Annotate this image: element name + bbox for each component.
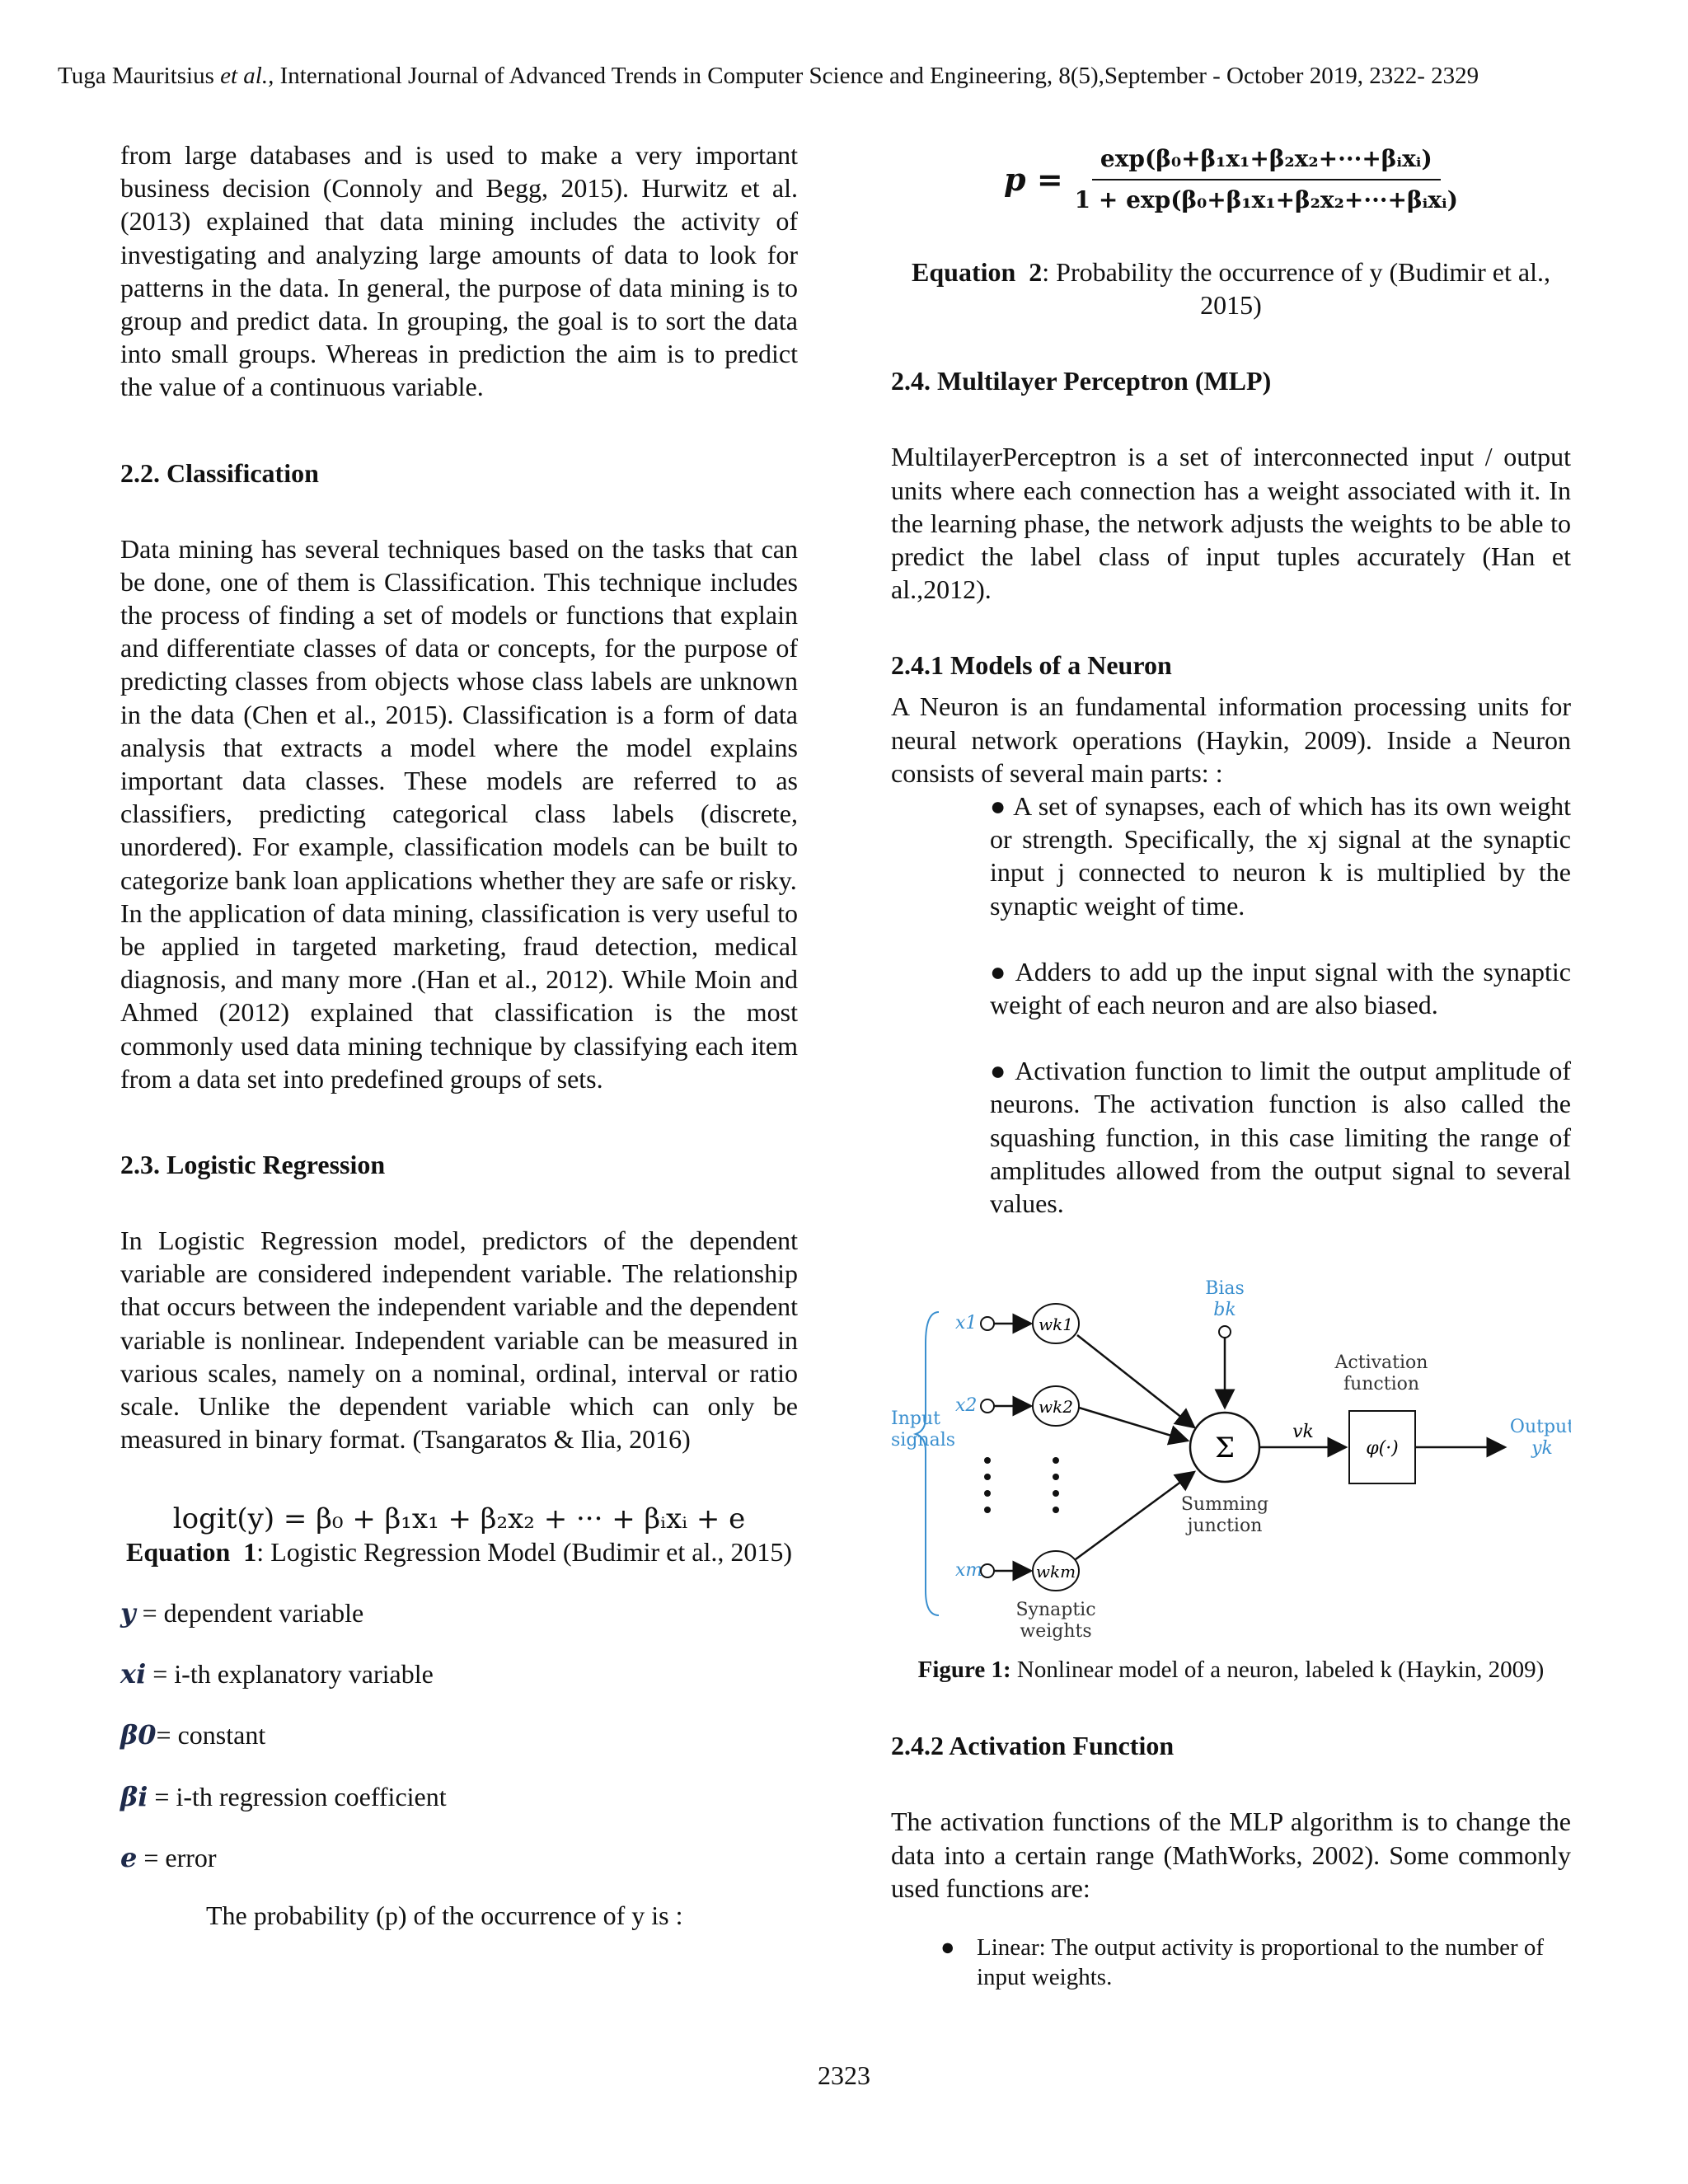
variable-definition: [120, 1841, 798, 1874]
equation-2-lhs: p =: [1004, 160, 1063, 198]
wm-label: wkm: [1035, 1562, 1076, 1582]
synaptic-label: Synaptic: [1015, 1600, 1096, 1621]
section-2-3-title: 2.3. Logistic Regression: [120, 1150, 386, 1180]
neuron-part-bullet: ● Activation function to limit the output amplitude of neurons. The activation function is also called the squashing function, in this case limiting the range of amplitudes allowed from the output signal to several values.: [990, 1056, 1571, 1219]
bias-label: Bias: [1205, 1278, 1245, 1300]
bias-symbol: bk: [1213, 1300, 1236, 1321]
header-authors: Tuga Mauritsius: [58, 63, 214, 89]
equation-2-numerator: exp(β₀+β₁x₁+β₂x₂+···+βᵢxᵢ): [1092, 143, 1441, 180]
x1-label: x1: [955, 1313, 978, 1334]
left-column: [120, 138, 798, 1932]
variable-symbol: xi: [120, 1658, 147, 1690]
variable-description: = i-th explanatory variable: [146, 1659, 434, 1690]
equation-1: logit(y) = β₀ + β₁x₁ + β₂x₂ + ··· + βᵢxᵢ + e: [172, 1502, 746, 1535]
equation-2-denominator: 1 + exp(β₀+β₁x₁+β₂x₂+···+βᵢxᵢ): [1074, 186, 1458, 213]
activation-label: Activation: [1334, 1352, 1428, 1374]
figure-1-label: Figure 1:: [917, 1657, 1011, 1684]
section-2-4-title: 2.4. Multilayer Perceptron (MLP): [891, 366, 1272, 396]
equation-2-caption-text: : Probability the occurrence of y (Budimir et al., 2015): [1042, 257, 1550, 321]
section-2-4-paragraph: MultilayerPerceptron is a set of interconnected input / output units where each connection has a weight associated with it. In the learning phase, the network adjusts the weights to be able to predict the label class of input tuples accurately (Han et al.,2012).: [891, 442, 1571, 605]
weight-1-arrow: [1077, 1335, 1194, 1427]
output-label: Output: [1509, 1417, 1571, 1438]
x2-label: x2: [955, 1395, 978, 1417]
equation-1-number: 1: [243, 1536, 257, 1567]
variable-symbol: e: [120, 1841, 138, 1873]
bullet-text: Linear: The output activity is proportional to the number of input weights.: [977, 1934, 1545, 1991]
page-number: 2323: [818, 2060, 870, 2090]
variable-description: = error: [137, 1842, 217, 1872]
equation-2-caption: [891, 255, 1571, 321]
xm-node: [981, 1564, 994, 1577]
junction-label: junction: [1187, 1516, 1263, 1537]
section-2-2-paragraph-2: In the application of data mining, classification is very useful to be applied in targeted marketing, fraud detection, medical diagnosis, and many more .(Han et al., 2012). While Moin and Ahmed (2012) explained that classification is the most commonly used data mining technique by classifying each item from a data set into predefined groups of sets.: [120, 898, 798, 1094]
intro-paragraph: from large databases and is used to make a very important business decision (Connoly and Begg, 2015). Hurwitz et al. (2013) explained that data mining includes the activity of investigating and analyzing large amounts of data to look for patterns in the data. In general, the purpose of data mining is to group and predict data. In grouping, the goal is to sort the data into small groups. Whereas in prediction the aim is to predict the value of a continuous variable.: [120, 140, 798, 402]
equation-2: [891, 138, 1571, 221]
section-2-2-title: 2.2. Classification: [120, 457, 319, 488]
equation-1-caption-text: : Logistic Regression Model (Budimir et al., 2015): [256, 1536, 792, 1567]
section-2-4-2-paragraph: The activation functions of the MLP algorithm is to change the data into a certain range (MathWorks, 2002). Some commonly used functions are:: [891, 1807, 1571, 1903]
w1-label: wk1: [1039, 1315, 1073, 1335]
input-label: Input: [891, 1408, 940, 1430]
section-2-4-1-paragraph: A Neuron is an fundamental information processing units for neural network operations (Haykin, 2009). Inside a Neuron consists of several main parts: :: [891, 691, 1571, 788]
input-brace: [916, 1312, 939, 1615]
neuron-model-figure: [891, 1269, 1571, 1648]
right-column: [891, 138, 1571, 1992]
variable-definition: [120, 1718, 798, 1751]
section-2-3-paragraph: In Logistic Regression model, predictors of the dependent variable are considered independent variable. The relationship that occurs between the independent variable and the dependent variable is nonlinear. Independent variable can be measured in various scales, namely on a nominal, ordinal, interval or ratio scale. Unlike the dependent variable which can only be measured in binary format. (Tsangaratos & Ilia, 2016): [120, 1226, 798, 1455]
variable-description: = dependent variable: [135, 1597, 364, 1628]
w2-label: wk2: [1039, 1397, 1073, 1418]
figure-1-caption-text: Nonlinear model of a neuron, labeled k (Haykin, 2009): [1010, 1657, 1545, 1684]
equation-2-number: 2: [1029, 257, 1043, 287]
figure-1-caption: [891, 1653, 1571, 1686]
variable-symbol: βi: [120, 1780, 148, 1812]
variable-definition: [120, 1780, 798, 1813]
output-symbol: yk: [1531, 1438, 1553, 1460]
variable-definition: [120, 1657, 798, 1690]
bullet-dot: ●: [940, 1934, 955, 1961]
weight-2-arrow: [1079, 1408, 1188, 1441]
equation-2-label: Equation: [912, 257, 1016, 287]
bias-node: [1219, 1326, 1231, 1338]
summing-label: Summing: [1180, 1494, 1269, 1516]
ellipsis-dots: [984, 1457, 1059, 1513]
equation-1-caption: [120, 1535, 798, 1568]
xm-label: xm: [955, 1560, 983, 1582]
weight-m-arrow: [1076, 1472, 1194, 1559]
section-2-4-2-title: 2.4.2 Activation Function: [891, 1731, 1175, 1761]
signals-label: signals: [891, 1430, 956, 1451]
x2-node: [981, 1399, 994, 1413]
running-header: [58, 59, 1632, 92]
weights-label: weights: [1020, 1621, 1092, 1643]
sigma-symbol: Σ: [1214, 1432, 1236, 1465]
variable-symbol: y: [120, 1596, 136, 1629]
variable-description: = constant: [156, 1720, 266, 1750]
variable-symbol: β0: [120, 1719, 157, 1751]
neuron-diagram: [891, 1269, 1571, 1648]
section-2-2-paragraph-1: Data mining has several techniques based on the tasks that can be done, one of them is Classification. This technique includes the process of finding a set of models or functions that explain and differentiate classes of data or concepts, for the purpose of predicting classes from objects whose class labels are unknown in the data (Chen et al., 2015). Classification is a form of data analysis that extracts a model where the model explains important data classes. These models are referred to as classifiers, predicting categorical class labels (discrete, unordered). For example, classification models can be built to categorize bank loan applications whether they are safe or risky.: [120, 533, 798, 895]
variable-definition: [120, 1596, 798, 1629]
header-journal: International Journal of Advanced Trends in Computer Science and Engineering, 8(5),September - October 2019, 2322- 2329: [279, 63, 1479, 89]
neuron-part-bullet: ● A set of synapses, each of which has its own weight or strength. Specifically, the xj signal at the synaptic input j connected to neuron k is multiplied by the synaptic weight of time.: [990, 791, 1571, 921]
equation-1-label: Equation: [126, 1536, 231, 1567]
x1-node: [981, 1317, 994, 1330]
header-etal: et al.,: [220, 63, 274, 89]
neuron-part-bullet: ● Adders to add up the input signal with the synaptic weight of each neuron and are also biased.: [990, 956, 1571, 1020]
phi-label: φ(·): [1366, 1438, 1399, 1460]
probability-line: The probability (p) of the occurrence of y is :: [206, 1900, 683, 1930]
function-label: function: [1343, 1374, 1420, 1395]
variable-description: = i-th regression coefficient: [148, 1781, 447, 1811]
section-2-4-1-title: 2.4.1 Models of a Neuron: [891, 650, 1172, 681]
activation-function-bullet: [940, 1933, 1571, 1992]
vk-label: vk: [1292, 1422, 1314, 1443]
